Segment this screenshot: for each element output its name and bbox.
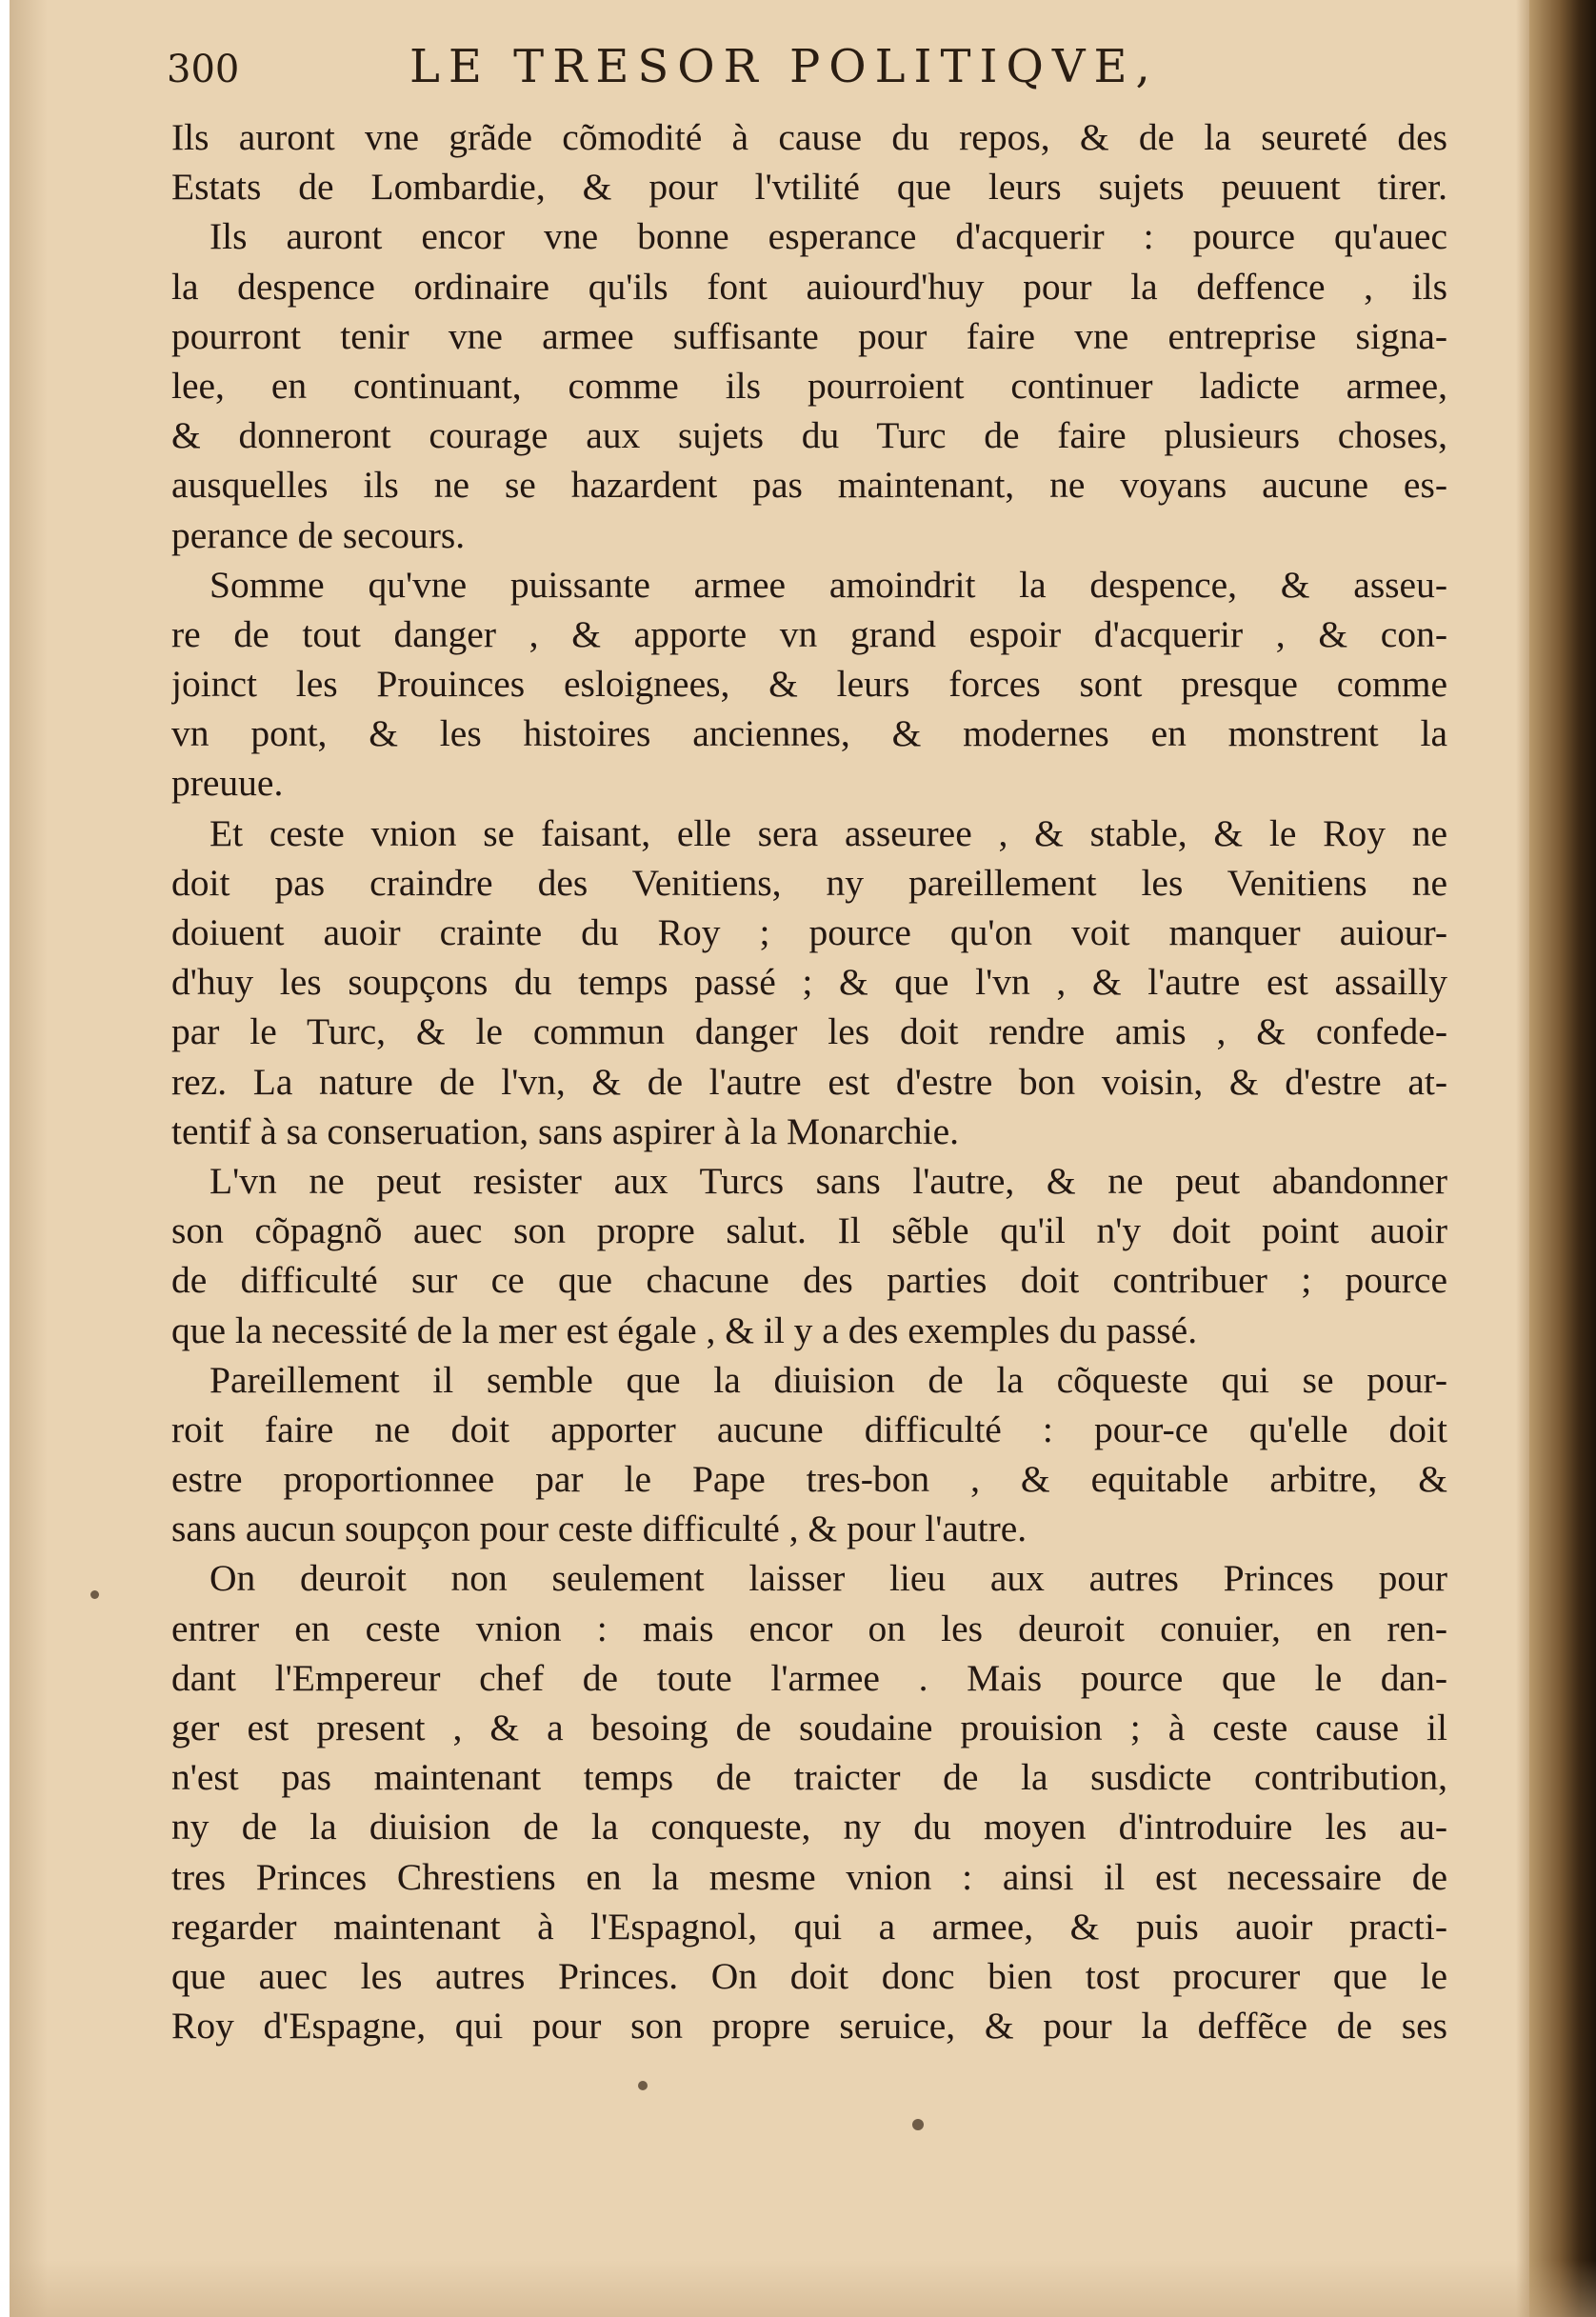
text-line: Et ceste vnion se faisant, elle sera asseuree , & stable, & le Roy ne [209, 811, 1447, 854]
text-line: ny de la diuision de la conqueste, ny du moyen d'introduire les au- [171, 1806, 1447, 1848]
text-line: Pareillement il semble que la diuision de la cõqueste qui se pour- [209, 1358, 1447, 1401]
text-line: par le Turc, & le commun danger les doit rendre amis , & confede- [171, 1010, 1447, 1053]
text-line: lee, en continuant, comme ils pourroient continuer ladicte armee, [171, 364, 1447, 407]
book-page [10, 0, 1596, 2317]
text-line: doiuent auoir crainte du Roy ; pource qu'on voit manquer auiour- [171, 911, 1447, 953]
text-line: tres Princes Chrestiens en la mesme vnion : ainsi il est necessaire de [171, 1855, 1447, 1898]
text-line: Estats de Lombardie, & pour l'vtilité que leurs sujets peuuent tirer. [171, 166, 1447, 209]
text-line: d'huy les soupçons du temps passé ; & que l'vn , & l'autre est assailly [171, 961, 1447, 1004]
text-line: On deuroit non seulement laisser lieu aux autres Princes pour [209, 1557, 1447, 1600]
text-line: vn pont, & les histoires anciennes, & modernes en monstrent la [171, 712, 1447, 755]
text-line: que la necessité de la mer est égale , & il y a des exemples du passé. [171, 1308, 1198, 1351]
text-line: perance de secours. [171, 513, 466, 556]
text-line: preuue. [171, 762, 284, 805]
text-line: regarder maintenant à l'Espagnol, qui a armee, & puis auoir practi- [171, 1905, 1447, 1947]
text-line: joinct les Prouinces esloignees, & leurs forces sont presque comme [171, 663, 1447, 706]
bottom-shadow [10, 2260, 1596, 2317]
running-title: LE TRESOR POLITIQVE, [409, 40, 1159, 93]
page-number: 300 [167, 48, 240, 91]
text-line: estre proportionnee par le Pape tres-bon , & equitable arbitre, & [171, 1458, 1447, 1501]
text-line: tentif à sa conseruation, sans aspirer à la Monarchie. [171, 1109, 959, 1152]
text-line: la despence ordinaire qu'ils font auiourd'huy pour la deffence , ils [171, 265, 1447, 308]
book-binding [1529, 0, 1596, 2317]
text-line: Roy d'Espagne, qui pour son propre seruice, & pour la deffẽce de ses [171, 2005, 1447, 2047]
text-line: n'est pas maintenant temps de traicter de la susdicte contribution, [171, 1756, 1447, 1799]
text-line: rez. La nature de l'vn, & de l'autre est d'estre bon voisin, & d'estre at- [171, 1060, 1447, 1103]
text-line: son cõpagnõ auec son propre salut. Il sẽble qu'il n'y doit point auoir [171, 1209, 1447, 1252]
text-line: dant l'Empereur chef de toute l'armee . Mais pource que le dan- [171, 1656, 1447, 1699]
text-line: re de tout danger , & apporte vn grand espoir d'acquerir , & con- [171, 612, 1447, 655]
gutter-shadow [1516, 0, 1529, 2317]
text-line: Somme qu'vne puissante armee amoindrit la despence, & asseu- [209, 563, 1447, 606]
text-line: ger est present , & a besoing de soudaine prouision ; à ceste cause il [171, 1707, 1447, 1748]
text-line: de difficulté sur ce que chacune des parties doit contribuer ; pource [171, 1259, 1447, 1302]
text-line: & donneront courage aux sujets du Turc de faire plusieurs choses, [171, 414, 1447, 457]
text-line: L'vn ne peut resister aux Turcs sans l'autre, & ne peut abandonner [209, 1159, 1447, 1202]
ink-speck [912, 2119, 924, 2130]
text-line: que auec les autres Princes. On doit donc bien tost procurer que le [171, 1954, 1447, 1997]
text-line: ausquelles ils ne se hazardent pas maintenant, ne voyans aucune es- [171, 464, 1447, 507]
text-line: pourront tenir vne armee suffisante pour faire vne entreprise signa- [171, 314, 1447, 357]
text-line: roit faire ne doit apporter aucune difficulté : pour-ce qu'elle doit [171, 1408, 1447, 1450]
text-line: Ils auront encor vne bonne esperance d'acquerir : pource qu'auec [209, 215, 1447, 258]
text-line: doit pas craindre des Venitiens, ny pareillement les Venitiens ne [171, 861, 1447, 904]
text-line: sans aucun soupçon pour ceste difficulté , & pour l'autre. [171, 1508, 1027, 1550]
text-line: Ils auront vne grãde cõmodité à cause du repos, & de la seureté des [171, 116, 1447, 158]
text-line: entrer en ceste vnion : mais encor on les deuroit conuier, en ren- [171, 1607, 1447, 1649]
ink-speck [638, 2081, 648, 2090]
page-edge-shadow [10, 0, 48, 2317]
page-header [167, 40, 1433, 107]
ink-speck [90, 1590, 99, 1599]
body-text [171, 112, 1447, 2050]
